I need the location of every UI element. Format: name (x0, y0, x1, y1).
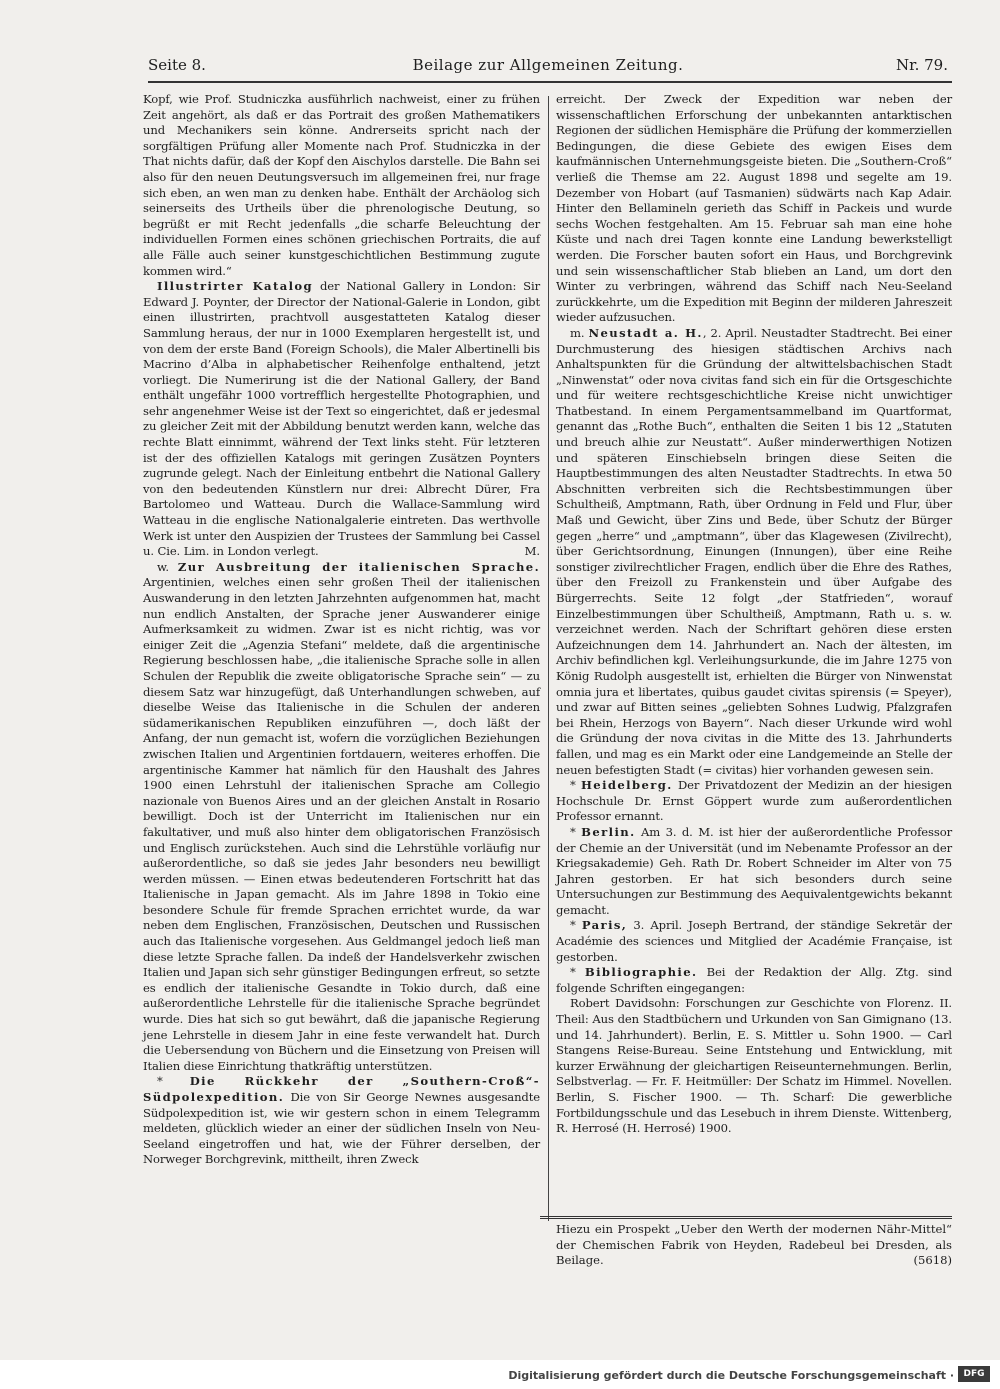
article-heading: Paris, (581, 918, 628, 933)
left-column (143, 92, 540, 1168)
article-neustadt: m. Neustadt a. H., 2. April. Neustadter Stadtrecht. Bei einer Durchmusterung des hiesigen städtischen Archivs nach Anhaltspunkten für die Gründung der altwittelsbachischen Stadt „Ninwenstat“ oder nova civitas fand sich ein für die Ortsgeschichte und für weitere rechtsgeschichtliche Kreise nicht unwichtiger Thatbestand. In einem Pergamentsammelband im Quartformat, genannt das „Rothe Buch“, enthalten die Seiten 1 bis 12 „Statuten und breuch alhie zur Neustatt“. Außer minderwerthigen Notizen und späteren Einschiebseln bringen diese Seiten die Hauptbestimmungen des alten Neustadter Stadtrechts. In etwa 50 Abschnitten verbreiten sich die Rechtsbestimmungen über Schultheiß, Amptmann, Rath, über Ordnung in Feld und Flur, über Maß und Gewicht, über Zins und Bede, über Schutz der Bürger gegen „herre“ und „amptmann“, über das Klagewesen (Zivilrecht), über Gerichtsordnung, Einungen (Innungen), über eine Reihe sonstiger zivilrechtlicher Fragen, endlich über die Ehre des Rathes, über den Freizoll zu Frankenstein und über Aufgabe des Bürgerrechts. Seite 12 folgt „der Statfrieden“, worauf Einzelbestimmungen über Schultheiß, Amptmann, Rath u. s. w. verzeichnet werden. Nach der Schriftart gehören diese ersten Aufzeichnungen dem 14. Jahrhundert an. Nach der ältesten, im Archiv befindlichen kgl. Verleihungsurkunde, die im Jahre 1275 von König Rudolph ausgestellt ist, erhielten die Bürger von Ninwenstat omnia jura et libertates, quibus gaudet civitas spirensis (= Speyer), und zwar auf Bitten seines „geliebten Sohnes Ludwig, Pfalzgrafen bei Rhein, Herzogs von Bayern“. Nach dieser Urkunde wird wohl die Gründung der nova civitas in die Mitte des 13. Jahrhunderts fallen, und mag es ein Markt oder eine Landgemeinde an Stelle der neuen befestigten Stadt (= civitas) hier vorhanden gewesen sein. (556, 325, 952, 777)
right-column (556, 92, 952, 1137)
article-studniczka: Kopf, wie Prof. Studniczka ausführlich nachweist, einer zu frühen Zeit angehört, als daß er das Portrait des großen Mathematikers und Mechanikers sein könne. Andrerseits spricht nach der sorgfältigen Prüfung aller Momente nach Prof. Studniczka in der That nichts dafür, daß der Kopf den Aischylos darstelle. Die Bahn sei also für den neuen Deutungsversuch im allgemeinen frei, nur frage sich eben, an wen man zu denken habe. Enthält der Archäolog sich seinerseits des Urtheils über die phrenologische Deutung, so begrüßt er mit Recht jedenfalls „die scharfe Beleuchtung der individuellen Formen eines schönen griechischen Portraits, die auf alle Fälle auch seiner kunstgeschichtlichen Bestimmung zugute kommen wird.“ (143, 92, 540, 278)
advert-text: Hiezu ein Prospekt „Ueber den Werth der modernen Nähr-Mittel“ der Chemischen Fabrik von Heyden, Radebeul bei Dresden, als Beilage. (556, 1222, 952, 1268)
advert-number: (5618) (913, 1253, 952, 1268)
article-southern-cross-continued: erreicht. Der Zweck der Expedition war neben der wissenschaftlichen Erforschung der unbekannten antarktischen Regionen der südlichen Hemisphäre die Prüfung der kommerziellen Bedingungen, die diese Gebiete des ewigen Eises dem kaufmännischen Unternehmungsgeiste bieten. Die „Southern-Croß“ verließ die Themse am 22. August 1898 und segelte am 19. Dezember von Hobart (auf Tasmanien) südwärts nach Kap Adair. Hinter den Bellamineln gerieth das Schiff in Packeis und wurde sechs Wochen festgehalten. Am 15. Februar sah man eine hohe Küste und nach drei Tagen konnte eine Landung bewerkstelligt werden. Die Forscher bauten sofort ein Haus, und Borchgrevink und sein wissenschaftlicher Stab blieben an Land, um dort den Winter zu verbringen, während das Schiff nach Neu-Seeland zurückkehrte, um die Expedition mit Beginn der milderen Jahreszeit wieder aufzusuchen. (556, 92, 952, 325)
article-paris: * Paris, 3. April. Joseph Bertrand, der ständige Sekretär der Académie des sciences und Mitglied der Académie Française, ist gestorben. (556, 918, 952, 964)
page-header (148, 56, 948, 78)
header-rule (148, 81, 952, 83)
article-southern-cross: * Die Rückkehr der „Southern-Croß“-Südpolexpedition. Die von Sir George Newnes ausgesandte Südpolexpedition ist, wie wir gestern schon in einem Telegramm meldeten, glücklich wieder an einer der südlichen Inseln von Neu-Seeland eingetroffen und hat, wie der Führer derselben, der Norweger Borchgrevink, mittheilt, ihren Zweck (143, 1074, 540, 1167)
article-heading: Illustrirter Katalog (157, 279, 314, 294)
digitization-footer (0, 1360, 1000, 1389)
bibliography-list: Robert Davidsohn: Forschungen zur Geschichte von Florenz. II. Theil: Aus den Stadtbüchern und Urkunden von San Gimignano (13. und 14. Jahrhundert). Berlin, E. S. Mittler u. Sohn 1900. — Carl Stangens Reise-Bureau. Seine Entstehung und Entwicklung, mit kurzer Erwähnung der gleichartigen Reiseunternehmungen. Berlin, Selbstverlag. — Fr. F. Heitmüller: Der Schatz im Himmel. Novellen. Berlin, S. Fischer 1900. — Th. Scharf: Die gewerbliche Fortbildungsschule und das Lesebuch in ihrem Dienste. Wittenberg, R. Herrosé (H. Herrosé) 1900. (556, 996, 952, 1136)
article-national-gallery: Illustrirter Katalog der National Gallery in London: Sir Edward J. Poynter, der Director der National-Galerie in London, gibt einen illustrirten, prachtvoll ausgestatteten Katalog dieser Sammlung heraus, der nur in 1000 Exemplaren hergestellt ist, und von dem der erste Band (Foreign Schools), die Maler Albertinelli bis Macrino d’Alba in alphabetischer Reihenfolge enthaltend, jetzt vorliegt. Die Numerirung ist die der National Gallery, der Band enthält ungefähr 1000 vortrefflich hergestellte Photographien, und sehr angenehmer Weise ist der Text so eingerichtet, daß er jedesmal zu gleicher Zeit mit der Abbildung benutzt werden kann, welche das rechte Blatt einnimmt, während der Text links steht. Für letzteren ist der des offiziellen Katalogs mit geringen Zusätzen Poynters zugrunde gelegt. Nach der Einleitung entbehrt die National Gallery von den bedeutenden Künstlern nur drei: Albrecht Dürer, Fra Bartolomeo und Watteau. Durch die Wallace-Sammlung wird Watteau in die englische Nationalgalerie eintreten. Das werthvolle Werk ist unter den Auspizien der Trustees der Sammlung bei Cassel u. Cie. Lim. in London verlegt. M. (143, 279, 540, 559)
article-bibliography: * Bibliographie. Bei der Redaktion der Allg. Ztg. sind folgende Schriften eingegangen: (556, 965, 952, 995)
article-heading: Neustadt a. H. (588, 325, 703, 340)
article-berlin: * Berlin. Am 3. d. M. ist hier der außerordentliche Professor der Chemie an der Universität (und im Nebenamte Professor an der Kriegsakademie) Geh. Rath Dr. Robert Schneider im Alter von 75 Jahren gestorben. Er hat sich besonders durch seine Untersuchungen zur Bestimmung des Aequivalentgewichts bekannt gemacht. (556, 824, 952, 917)
column-divider (548, 96, 549, 1221)
article-heading: Berlin. (581, 824, 636, 839)
article-heading: Die Rückkehr der „Southern-Croß“-Südpolexpedition. (143, 1074, 540, 1104)
article-heading: Bibliographie. (584, 965, 698, 980)
advert-notice (556, 1222, 952, 1269)
header-title: Beilage zur Allgemeinen Zeitung. (412, 56, 684, 74)
dfg-logo: DFG (958, 1366, 990, 1382)
header-issue-number: Nr. 79. (895, 56, 948, 74)
article-heading: Zur Ausbreitung der italienischen Sprache. (177, 559, 541, 574)
advert-rule (540, 1216, 952, 1219)
article-heading: Heidelberg. (580, 778, 673, 793)
author-signature: M. (524, 544, 540, 559)
footer-credit: Digitalisierung gefördert durch die Deutsche Forschungsgemeinschaft · (508, 1369, 954, 1382)
article-italian-language: w. Zur Ausbreitung der italienischen Sprache. Argentinien, welches einen sehr großen Theil der italienischen Auswanderung in den letzten Jahrzehnten aufgenommen hat, macht nun endlich Anstalten, der Sprache jener Auswanderer einige Aufmerksamkeit zu widmen. Zwar ist es nicht richtig, was vor einiger Zeit die „Agenzia Stefani“ meldete, daß die argentinische Regierung beschlossen habe, „die italienische Sprache solle in allen Schulen der Republik die zweite obligatorische Sprache sein“ — zu diesem Satz war hinzugefügt, daß Unterhandlungen schweben, auf dieselbe Weise das Italienische in die Schulen der anderen südamerikanischen Republiken einzuführen —, doch läßt der Anfang, der nun gemacht ist, wofern die vorzüglichen Beziehungen zwischen Italien und Argentinien fortdauern, weiteres erhoffen. Die argentinische Kammer hat nämlich für den Haushalt des Jahres 1900 einen Lehrstuhl der italienischen Sprache am Collegio nazionale von Buenos Aires und an der gleichen Anstalt in Rosario bewilligt. Doch ist der Unterricht im Italienischen nur ein fakultativer, und muß also hinter dem obligatorischen Französisch und Englisch zurückstehen. Auch sind die Lehrstühle vorläufig nur außerordentliche, so daß sie jedes Jahr besonders neu bewilligt werden müssen. — Einen etwas bedeutenderen Fortschritt hat das Italienische in Japan gemacht. Als im Jahre 1898 in Tokio eine besondere Schule für fremde Sprachen errichtet wurde, da war neben dem Englischen, Französischen, Deutschen und Russischen auch das Italienische vorgesehen. Aus Geldmangel jedoch ließ man diese letzte Sprache fallen. Da indeß der Handelsverkehr zwischen Italien und Japan sich sehr günstiger Bedingungen erfreut, so setzte es endlich der italienische Gesandte in Tokio durch, daß eine außerordentliche Lehrstelle für die italienische Sprache begründet wurde. Dies hat sich so gut bewährt, daß die japanische Regierung jene Lehrstelle in diesem Jahr in eine feste verwandelt hat. Durch die Uebersendung von Büchern und die Einsetzung von Preisen will Italien diese Einrichtung thatkräftig unterstützen. (143, 559, 541, 1073)
article-heidelberg: * Heidelberg. Der Privatdozent der Medizin an der hiesigen Hochschule Dr. Ernst Göppert wurde zum außerordentlichen Professor ernannt. (556, 778, 952, 824)
header-page-number: Seite 8. (148, 56, 206, 74)
